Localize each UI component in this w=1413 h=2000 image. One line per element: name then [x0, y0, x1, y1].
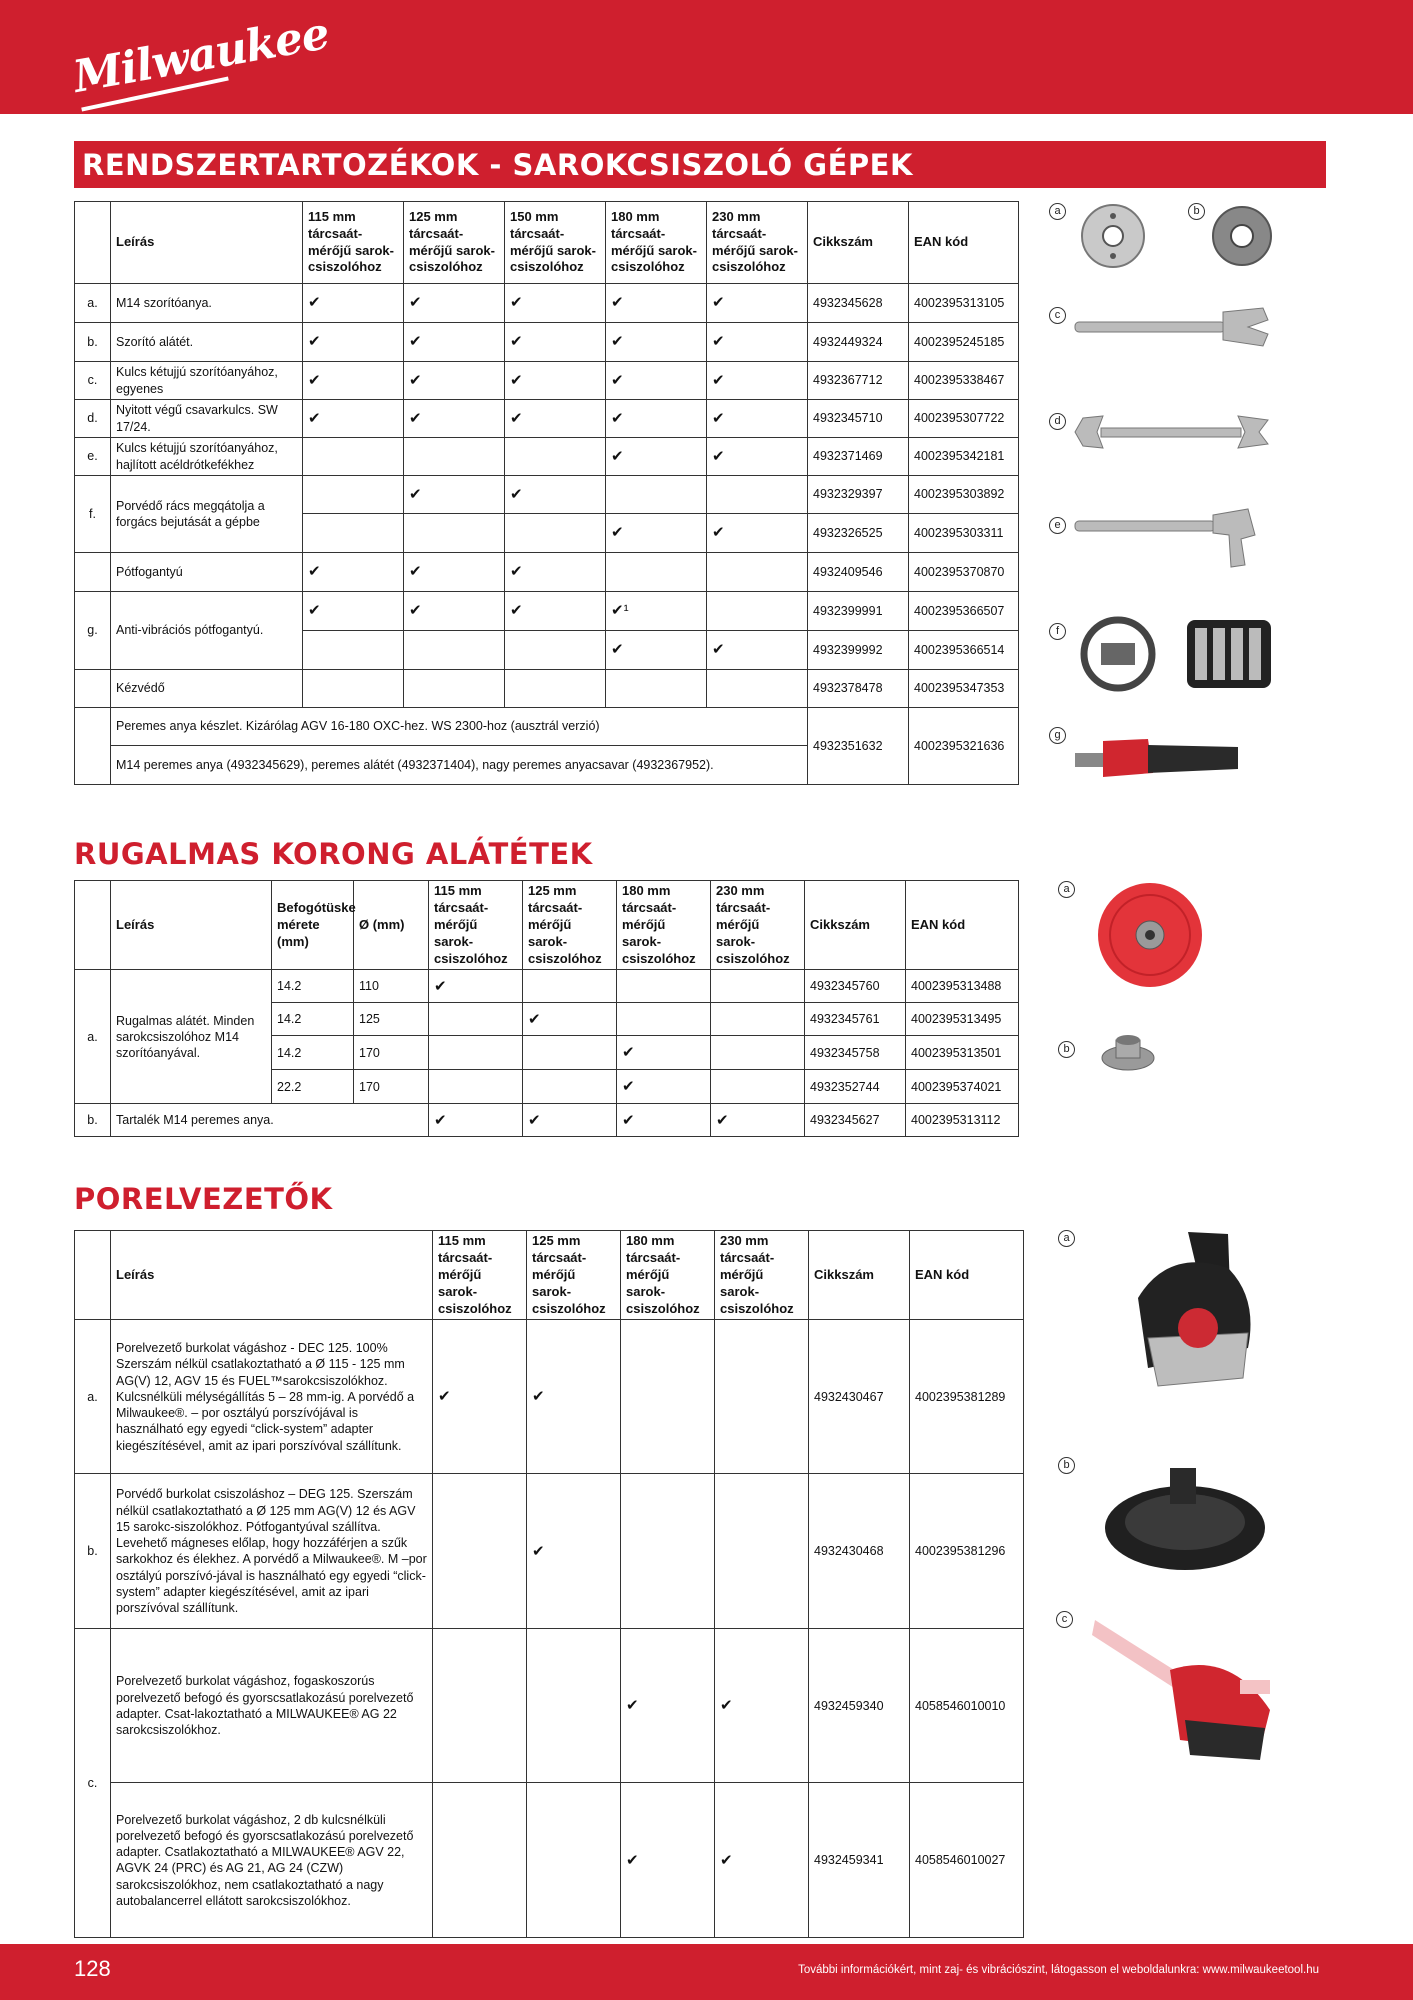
row-description: Porelvezető burkolat vágáshoz, fogaskoszorús porelvezető befogó és gyorscsatlakozású porelvezető adapter. Csat-lakoztatható a MILWAUKEE® AG 22 sarokcsiszolókhoz. — [111, 1629, 433, 1783]
check-cell — [433, 1783, 527, 1938]
article-number: 4932345710 — [808, 400, 909, 438]
row-letter: d. — [75, 400, 111, 438]
article-number: 4932352744 — [805, 1070, 906, 1104]
row-description: Szorító alátét. — [111, 323, 303, 362]
section-title-accessories: RENDSZERTARTOZÉKOK - SAROKCSISZOLÓ GÉPEK — [74, 141, 1326, 188]
check-cell — [303, 514, 404, 553]
check-cell: ✔ — [707, 438, 808, 476]
cutting-shroud-red-photo — [1090, 1610, 1280, 1770]
check-cell — [715, 1474, 809, 1629]
check-cell — [707, 553, 808, 592]
row-description: Nyitott végű csavarkulcs. SW 17/24. — [111, 400, 303, 438]
check-cell: ✔ — [404, 284, 505, 323]
check-cell: ✔ — [707, 284, 808, 323]
col-header: EAN kód — [909, 202, 1019, 284]
check-cell: ✔ — [404, 553, 505, 592]
check-cell: ✔ — [715, 1629, 809, 1783]
kit-line1b: WS 2300-hoz (ausztrál verzió) — [431, 719, 600, 734]
row-letter: f. — [75, 476, 111, 553]
check-cell: ✔ — [505, 362, 606, 400]
dust-guard-ring-photo — [1073, 613, 1163, 695]
check-cell: ✔ — [505, 592, 606, 631]
check-cell — [433, 1474, 527, 1629]
article-number: 4932367712 — [808, 362, 909, 400]
check-cell: ✔ — [621, 1629, 715, 1783]
table-row — [75, 323, 1019, 362]
table-row — [75, 670, 1019, 708]
col-header: 180 mm tárcsaát-mérőjű sarok-csiszolóhoz — [621, 1231, 715, 1320]
col-header: EAN kód — [910, 1231, 1024, 1320]
check-cell: ✔ — [606, 514, 707, 553]
check-cell: ✔ — [505, 323, 606, 362]
check-cell: ✔ — [707, 400, 808, 438]
check-cell — [505, 670, 606, 708]
check-cell — [433, 1629, 527, 1783]
check-cell: ✔ — [606, 362, 707, 400]
check-cell — [527, 1783, 621, 1938]
diameter: 125 — [354, 1003, 429, 1036]
row-letter: c. — [75, 362, 111, 400]
check-cell: ✔ — [617, 1070, 711, 1104]
col-header: 230 mm tárcsaát-mérőjű sarok-csiszolóhoz — [711, 881, 805, 970]
check-cell — [523, 970, 617, 1003]
row-description: Kézvédő — [111, 670, 303, 708]
check-cell: ✔ — [527, 1474, 621, 1629]
arbor-size: 14.2 — [272, 1036, 354, 1070]
check-cell — [606, 670, 707, 708]
check-cell — [527, 1629, 621, 1783]
check-cell — [303, 670, 404, 708]
check-cell — [505, 514, 606, 553]
ean-code: 4002395313495 — [906, 1003, 1019, 1036]
footer-bar — [0, 1944, 1413, 2000]
col-header: 230 mm tárcsaát-mérőjű sarok-csiszolóhoz — [707, 202, 808, 284]
article-number: 4932371469 — [808, 438, 909, 476]
check-cell: ✔ — [303, 553, 404, 592]
check-cell: ✔ — [505, 284, 606, 323]
check-cell — [523, 1036, 617, 1070]
row-description: Rugalmas alátét. Minden sarokcsiszolóhoz M14 szorítóanyával. — [111, 970, 272, 1104]
col-header: 125 mm tárcsaát-mérőjű sarok-csiszolóhoz — [527, 1231, 621, 1320]
check-cell — [707, 670, 808, 708]
table-row — [75, 708, 1019, 746]
photo-label: e — [1049, 517, 1066, 534]
arbor-size: 22.2 — [272, 1070, 354, 1104]
ean-code: 4002395370870 — [909, 553, 1019, 592]
check-cell: ✔¹ — [606, 592, 707, 631]
check-cell — [303, 438, 404, 476]
check-cell: ✔ — [429, 1104, 523, 1137]
check-cell: ✔ — [404, 323, 505, 362]
section-title-dust-extraction: PORELVEZETŐK — [74, 1182, 333, 1216]
col-header: Ø (mm) — [354, 881, 429, 970]
article-number: 4932430468 — [809, 1474, 910, 1629]
article-number: 4932326525 — [808, 514, 909, 553]
col-header: 115 mm tárcsaát-mérőjű sarok-csiszolóhoz — [429, 881, 523, 970]
check-cell — [711, 970, 805, 1003]
diameter: 170 — [354, 1070, 429, 1104]
row-letter: a. — [75, 970, 111, 1104]
col-header: Cikkszám — [809, 1231, 910, 1320]
ean-code: 4002395342181 — [909, 438, 1019, 476]
check-cell: ✔ — [606, 323, 707, 362]
row-description: Tartalék M14 peremes anya. — [111, 1104, 429, 1137]
col-header: 180 mm tárcsaát-mérőjű sarok-csiszolóhoz — [617, 881, 711, 970]
photo-label: b — [1188, 203, 1205, 220]
ean-code: 4002395313112 — [906, 1104, 1019, 1137]
ean-code: 4002395366507 — [909, 592, 1019, 631]
check-cell: ✔ — [523, 1003, 617, 1036]
check-cell — [523, 1070, 617, 1104]
kit-description — [111, 708, 808, 746]
check-cell: ✔ — [606, 400, 707, 438]
col-header: Cikkszám — [805, 881, 906, 970]
flange-nut-photo — [1098, 1030, 1158, 1074]
row-description: Porelvezető burkolat vágáshoz, 2 db kulcsnélküli porelvezető befogó és gyorscsatlakozású porelvezető adapter. Csatlakoztatható a MILWAUKEE® AGV 22, AGVK 24 (PRC) és AG 21, AG 24 (CZW) sarokcsiszolókhoz, nem csatlakoztatható a nagy autobalancerrel ellátott sarokcsiszolókhoz. — [111, 1783, 433, 1938]
ean-code: 4002395245185 — [909, 323, 1019, 362]
table-header — [75, 881, 1019, 970]
check-cell: ✔ — [429, 970, 523, 1003]
check-cell — [505, 631, 606, 670]
photo-label: b — [1058, 1457, 1075, 1474]
col-header: Leírás — [111, 1231, 433, 1320]
col-header: Leírás — [111, 881, 272, 970]
check-cell — [711, 1036, 805, 1070]
photo-label: a — [1058, 881, 1075, 898]
check-cell: ✔ — [707, 631, 808, 670]
row-letter — [75, 670, 111, 708]
row-description: Porvédő rács megqátolja a forgács bejutását a gépbe — [111, 476, 303, 553]
check-cell: ✔ — [621, 1783, 715, 1938]
photo-label: g — [1049, 727, 1066, 744]
table-row — [75, 362, 1019, 400]
check-cell: ✔ — [707, 323, 808, 362]
photo-label: b — [1058, 1041, 1075, 1058]
pin-wrench-photo — [1073, 300, 1273, 350]
anti-vibration-handle-photo — [1073, 733, 1243, 801]
article-number: 4932399991 — [808, 592, 909, 631]
table-header — [75, 202, 1019, 284]
check-cell — [617, 970, 711, 1003]
col-header: 115 mm tárcsaát-mérőjű sarok-csiszolóhoz — [433, 1231, 527, 1320]
check-cell: ✔ — [711, 1104, 805, 1137]
article-number: 4932449324 — [808, 323, 909, 362]
article-number: 4932329397 — [808, 476, 909, 514]
check-cell: ✔ — [505, 400, 606, 438]
col-header: 230 mm tárcsaát-mérőjű sarok-csiszolóhoz — [715, 1231, 809, 1320]
page-number: 128 — [74, 1956, 111, 1981]
check-cell — [303, 631, 404, 670]
check-cell — [707, 476, 808, 514]
col-header: 125 mm tárcsaát-mérőjű sarok-csiszolóhoz — [523, 881, 617, 970]
clamp-nut-photo — [1073, 203, 1153, 269]
ean-code: 4002395381289 — [910, 1320, 1024, 1474]
ean-code: 4002395307722 — [909, 400, 1019, 438]
clamp-washer-photo — [1207, 203, 1277, 269]
check-cell: ✔ — [404, 362, 505, 400]
row-description: Porvédő burkolat csiszoláshoz – DEG 125. Szerszám nélkül csatlakoztatható a Ø 125 mm AG(V) 12 és AGV 15 sarokc-siszolókhoz. Pótfogantyúval szállítva. Levehető mágneses előlap, hogy hozzáférjen a szűk sarkokhoz és élekhez. A porvédő a Milwaukee®. M –por osztályú porszívó-jával is használható egy egyedi “click-system” adapter kiegészítésével, amit az ipari porszívóval szállítunk. — [111, 1474, 433, 1629]
row-description: Kulcs kétujjú szorítóanyához, egyenes — [111, 362, 303, 400]
check-cell: ✔ — [433, 1320, 527, 1474]
check-cell: ✔ — [606, 438, 707, 476]
grinding-shroud-photo — [1100, 1460, 1270, 1575]
check-cell — [404, 670, 505, 708]
accessories-table — [74, 201, 1019, 785]
col-header: 125 mm tárcsaát-mérőjű sarok-csiszolóhoz — [404, 202, 505, 284]
col-header: 115 mm tárcsaát-mérőjű sarok-csiszolóhoz — [303, 202, 404, 284]
table-row — [75, 284, 1019, 323]
row-letter: g. — [75, 592, 111, 670]
row-letter: b. — [75, 1474, 111, 1629]
ean-code: 4058546010027 — [910, 1783, 1024, 1938]
check-cell — [429, 1003, 523, 1036]
photo-label: f — [1049, 623, 1066, 640]
article-number: 4932399992 — [808, 631, 909, 670]
backing-pad-photo — [1095, 880, 1205, 990]
check-cell: ✔ — [404, 592, 505, 631]
table-row — [75, 1104, 1019, 1137]
check-cell: ✔ — [606, 631, 707, 670]
table-row — [75, 476, 1019, 514]
article-number: 4932345760 — [805, 970, 906, 1003]
check-cell: ✔ — [523, 1104, 617, 1137]
article-number: 4932345758 — [805, 1036, 906, 1070]
row-letter: a. — [75, 284, 111, 323]
col-header: Leírás — [111, 202, 303, 284]
arbor-size: 14.2 — [272, 970, 354, 1003]
check-cell: ✔ — [606, 284, 707, 323]
table-header — [75, 1231, 1024, 1320]
ean-code: 4002395381296 — [910, 1474, 1024, 1629]
kit-contents: M14 peremes anya (4932345629), peremes alátét (4932371404), nagy peremes anyacsavar (4932367952). — [111, 746, 808, 785]
ean-code: 4002395374021 — [906, 1070, 1019, 1104]
section-title-backing-pads: RUGALMAS KORONG ALÁTÉTEK — [74, 837, 593, 871]
table-row — [75, 438, 1019, 476]
table-row — [75, 592, 1019, 631]
check-cell — [606, 553, 707, 592]
check-cell: ✔ — [715, 1783, 809, 1938]
dust-filter-photo — [1185, 618, 1273, 690]
article-number: 4932378478 — [808, 670, 909, 708]
row-letter: c. — [75, 1629, 111, 1938]
col-header: Cikkszám — [808, 202, 909, 284]
table-row — [75, 1783, 1024, 1938]
check-cell — [711, 1003, 805, 1036]
check-cell — [404, 631, 505, 670]
backing-pads-table — [74, 880, 1019, 1137]
check-cell — [707, 592, 808, 631]
table-row — [75, 1320, 1024, 1474]
photo-label: c — [1049, 307, 1066, 324]
check-cell — [621, 1474, 715, 1629]
bent-pin-wrench-photo — [1073, 505, 1273, 575]
table-row — [75, 400, 1019, 438]
col-header: 180 mm tárcsaát-mérőjű sarok-csiszolóhoz — [606, 202, 707, 284]
row-letter — [75, 553, 111, 592]
check-cell — [404, 438, 505, 476]
article-number: 4932351632 — [808, 708, 909, 785]
check-cell — [404, 514, 505, 553]
col-header: Befogótüske mérete (mm) — [272, 881, 354, 970]
check-cell: ✔ — [527, 1320, 621, 1474]
row-letter: e. — [75, 438, 111, 476]
ean-code: 4002395313105 — [909, 284, 1019, 323]
row-letter: a. — [75, 1320, 111, 1474]
check-cell — [621, 1320, 715, 1474]
photo-label: c — [1056, 1611, 1073, 1628]
check-cell — [303, 476, 404, 514]
table-row — [75, 970, 1019, 1003]
dust-extraction-table — [74, 1230, 1024, 1938]
check-cell: ✔ — [404, 476, 505, 514]
check-cell — [606, 476, 707, 514]
check-cell: ✔ — [617, 1104, 711, 1137]
photo-label: d — [1049, 413, 1066, 430]
article-number: 4932345761 — [805, 1003, 906, 1036]
article-number: 4932345627 — [805, 1104, 906, 1137]
check-cell: ✔ — [303, 400, 404, 438]
row-letter: b. — [75, 323, 111, 362]
check-cell: ✔ — [505, 553, 606, 592]
article-number: 4932459340 — [809, 1629, 910, 1783]
photo-label: a — [1049, 203, 1066, 220]
brand-logo: Milwaukee — [69, 7, 333, 104]
header-bar — [0, 0, 1413, 114]
check-cell: ✔ — [505, 476, 606, 514]
table-row — [75, 1474, 1024, 1629]
cutting-shroud-photo — [1108, 1228, 1268, 1398]
row-description: Porelvezető burkolat vágáshoz - DEC 125. 100% Szerszám nélkül csatlakoztatható a Ø 115 - 125 mm AG(V) 12, AGV 15 és FUEL™sarokcsiszolókhoz. Kulcsnélküli mélységállítás 5 – 28 mm-ig. A porvédő a Milwaukee®. – por osztályú porszívójával is használható egy egyedi “click-system” adapter kiegészítésével, amit az ipari porszívóval szállítunk. — [111, 1320, 433, 1474]
check-cell: ✔ — [303, 284, 404, 323]
diameter: 170 — [354, 1036, 429, 1070]
check-cell — [429, 1070, 523, 1104]
check-cell — [429, 1036, 523, 1070]
row-description: Anti-vibrációs pótfogantyú. — [111, 592, 303, 670]
ean-code: 4002395347353 — [909, 670, 1019, 708]
ean-code: 4058546010010 — [910, 1629, 1024, 1783]
article-number: 4932409546 — [808, 553, 909, 592]
open-end-wrench-photo — [1073, 410, 1273, 455]
check-cell — [715, 1320, 809, 1474]
photo-label: a — [1058, 1230, 1075, 1247]
check-cell: ✔ — [303, 592, 404, 631]
check-cell — [505, 438, 606, 476]
check-cell: ✔ — [707, 362, 808, 400]
ean-code: 4002395303311 — [909, 514, 1019, 553]
check-cell — [617, 1003, 711, 1036]
article-number: 4932459341 — [809, 1783, 910, 1938]
article-number: 4932345628 — [808, 284, 909, 323]
check-cell: ✔ — [404, 400, 505, 438]
row-letter: b. — [75, 1104, 111, 1137]
ean-code: 4002395313501 — [906, 1036, 1019, 1070]
kit-line1: Peremes anya készlet. Kizárólag AGV 16-180 OXC-hez. — [116, 719, 428, 734]
article-number: 4932430467 — [809, 1320, 910, 1474]
footer-note: További információkért, mint zaj- és vibrációszint, látogasson el weboldalunkra: www.milwaukeetool.hu — [798, 1964, 1319, 1976]
ean-code: 4002395303892 — [909, 476, 1019, 514]
col-header: 150 mm tárcsaát-mérőjű sarok-csiszolóhoz — [505, 202, 606, 284]
check-cell: ✔ — [617, 1036, 711, 1070]
diameter: 110 — [354, 970, 429, 1003]
ean-code: 4002395321636 — [909, 708, 1019, 785]
row-description: Kulcs kétujjú szorítóanyához, hajlított acéldrótkefékhez — [111, 438, 303, 476]
ean-code: 4002395338467 — [909, 362, 1019, 400]
table-row — [75, 553, 1019, 592]
table-row — [75, 1629, 1024, 1783]
col-header: EAN kód — [906, 881, 1019, 970]
ean-code: 4002395366514 — [909, 631, 1019, 670]
row-description: M14 szorítóanya. — [111, 284, 303, 323]
check-cell: ✔ — [303, 362, 404, 400]
check-cell: ✔ — [707, 514, 808, 553]
arbor-size: 14.2 — [272, 1003, 354, 1036]
row-description: Pótfogantyú — [111, 553, 303, 592]
check-cell: ✔ — [303, 323, 404, 362]
check-cell — [711, 1070, 805, 1104]
ean-code: 4002395313488 — [906, 970, 1019, 1003]
